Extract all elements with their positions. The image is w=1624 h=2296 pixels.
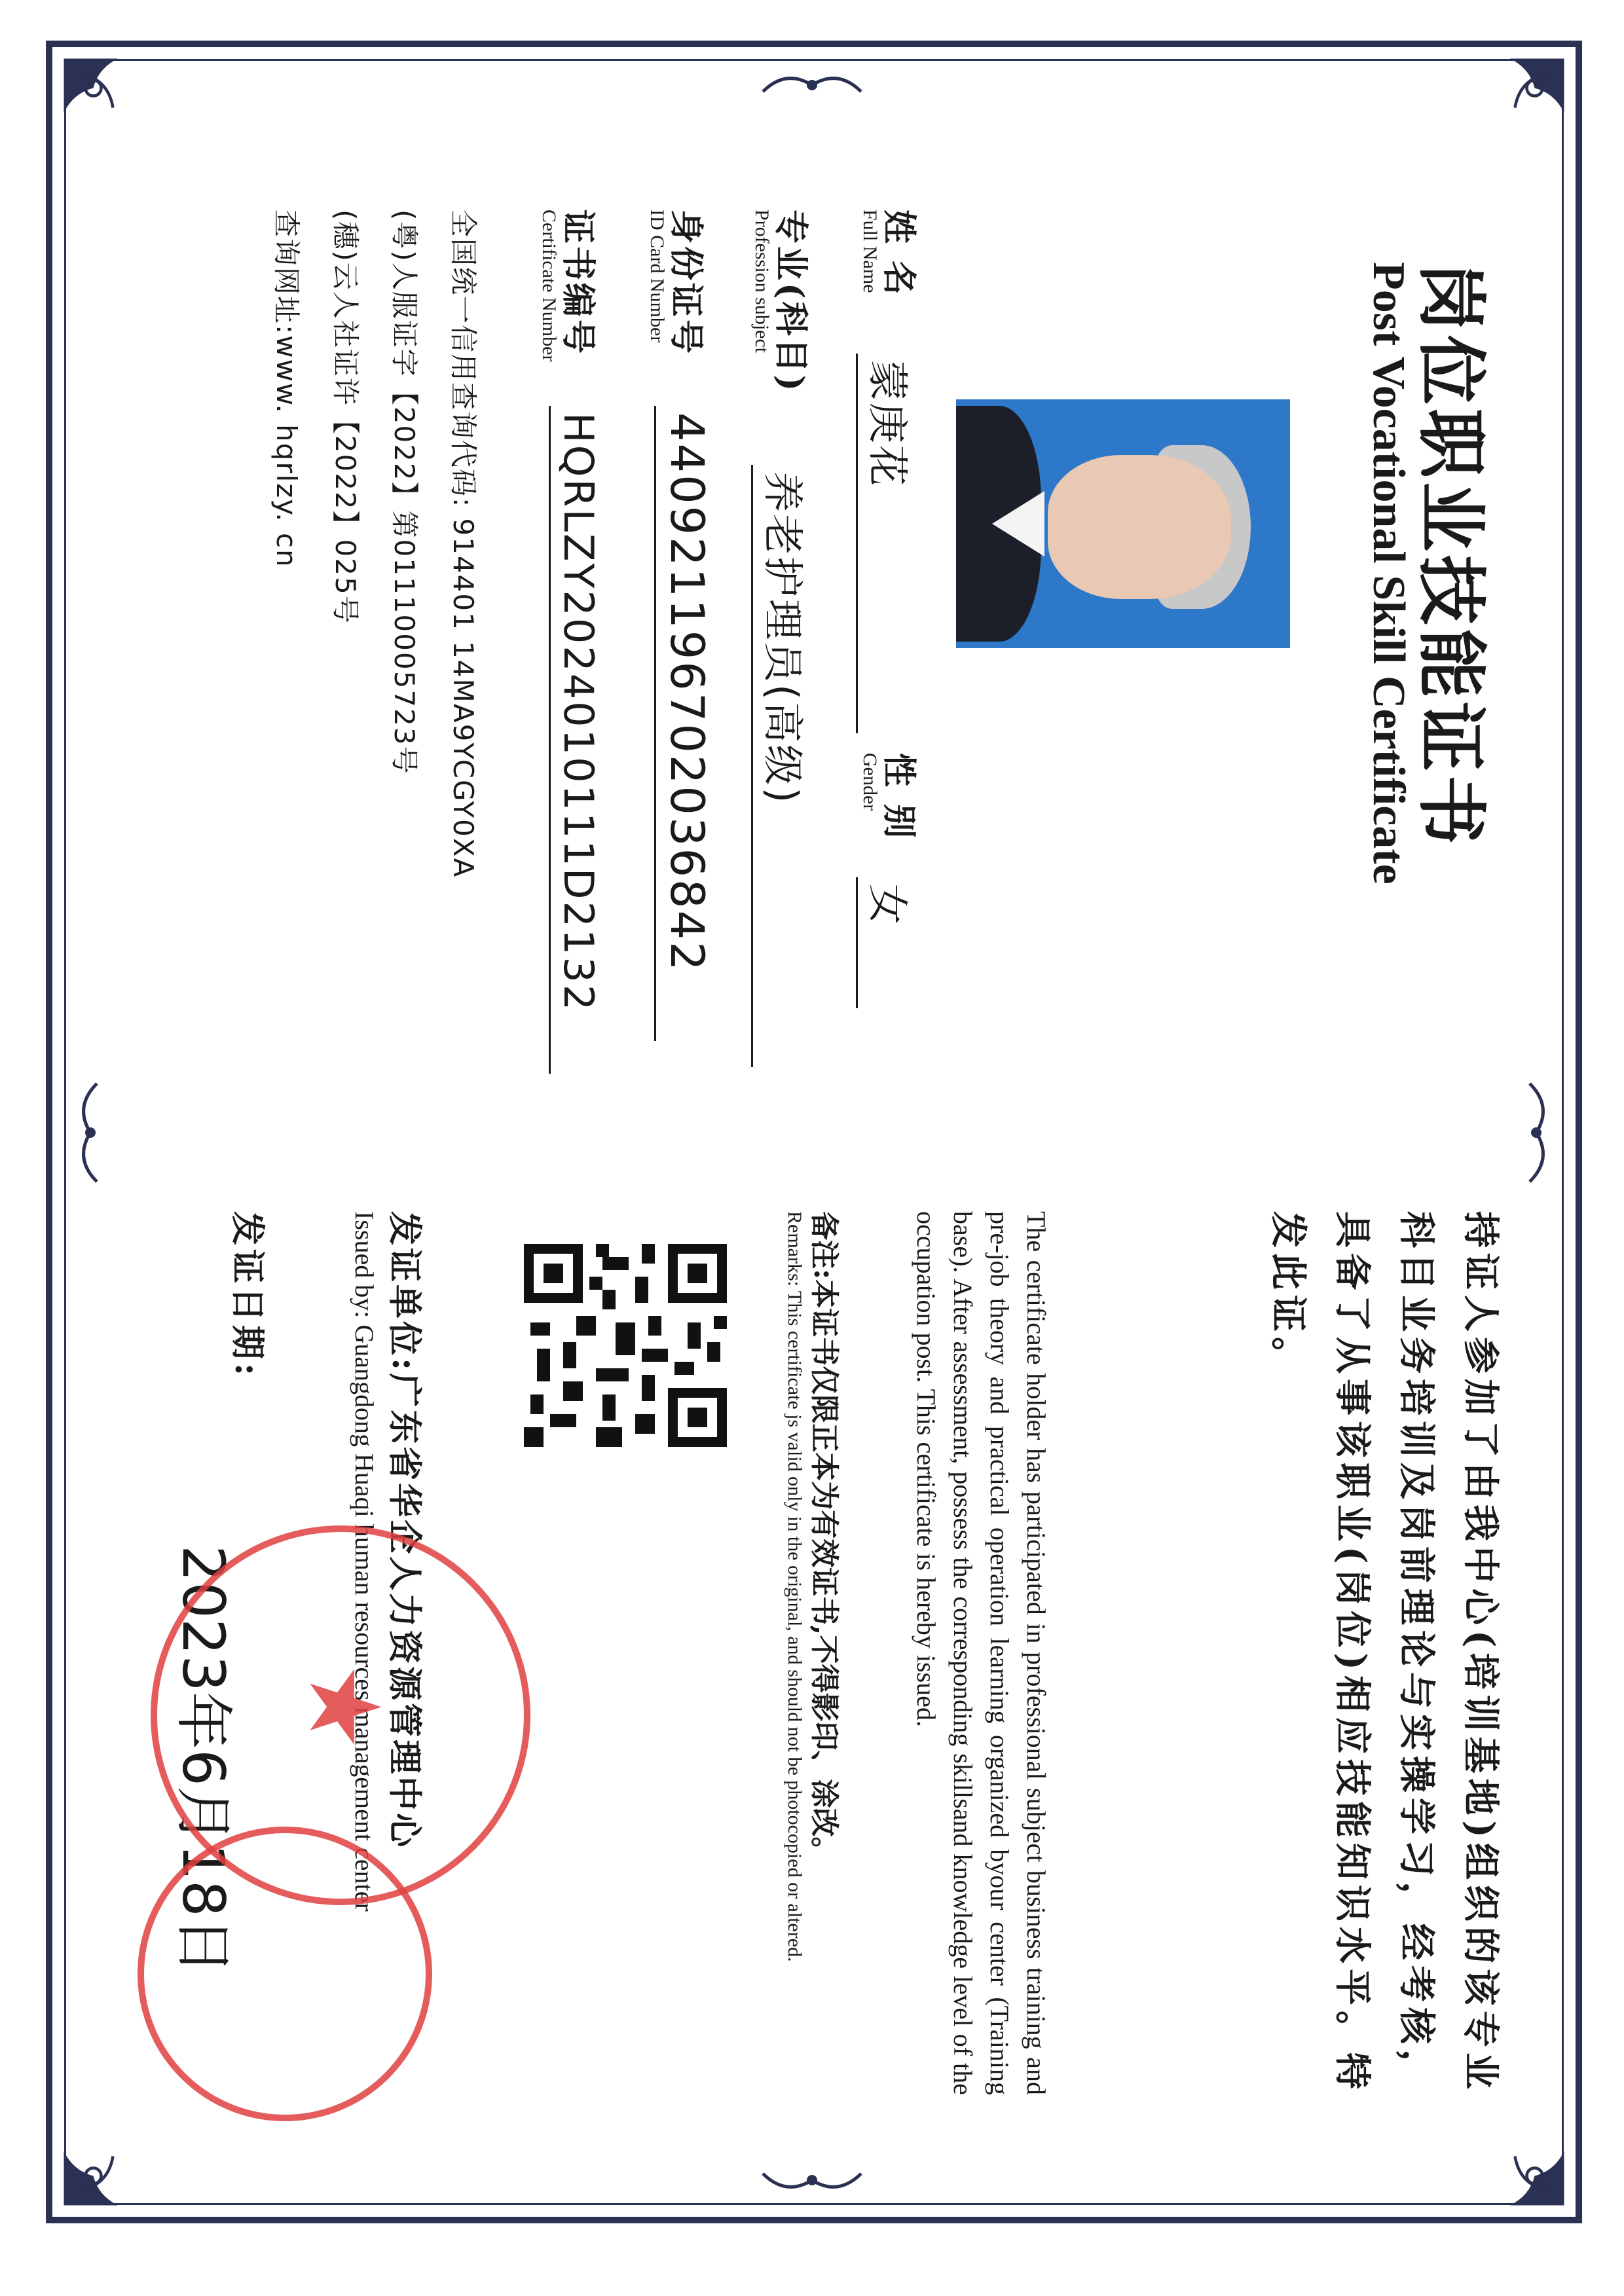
certificate-title: 岗位职业技能证书 bbox=[1411, 262, 1492, 848]
license-1: (粤)人服证字【2022】第01110005723号 bbox=[388, 210, 420, 775]
license-2: (穗)云人社证许【2022】025号 bbox=[329, 210, 361, 625]
certificate-statement-en: The certificate holder has participated in professional subject business training and pre-job theory and practical operation learning organized byour center (Training base). After assessment, possess the corresponding skillsand knowledge level of the occupation post. This certificate is hereby issued. bbox=[912, 1211, 1051, 2095]
issue-date-label: 发证日期: bbox=[227, 1211, 267, 1380]
name-value: 蒙庚花 bbox=[856, 354, 920, 733]
issuer-en: Issued by: Guangdong Huaqi human resources management center bbox=[350, 1211, 379, 1912]
profession-label-en: Profession subject bbox=[751, 210, 773, 354]
id-label: 身份证号 bbox=[666, 210, 706, 357]
remark: 备注:本证书仅限正本为有效证书,不得影印、涂改。 bbox=[807, 1211, 841, 1866]
portrait-photo bbox=[956, 399, 1290, 648]
gender-label-en: Gender bbox=[859, 753, 881, 811]
issue-date: 2023年6月18日 bbox=[170, 1545, 237, 1975]
certificate-content bbox=[79, 98, 1559, 2193]
issuer: 发证单位:广东省华企人力资源管理中心 bbox=[384, 1211, 424, 1850]
certificate-title-en: Post Vocational Skill Certificate bbox=[1363, 262, 1414, 884]
cert-number-label: 证书编号 bbox=[558, 210, 598, 357]
query-url[interactable]: 查询网址:www. hqrlzy. cn bbox=[270, 210, 303, 568]
gender-label: 性 别 bbox=[879, 753, 919, 841]
profession-label: 专业(科目) bbox=[771, 210, 811, 394]
id-label-en: ID Card Number bbox=[646, 210, 668, 343]
name-label: 姓 名 bbox=[879, 210, 919, 298]
remark-en: Remarks: This certificate js valid only in the original, and should not be photocopied or altered. bbox=[784, 1211, 805, 1962]
certificate-statement: 持证人参加了由我中心(培训基地)组织的该专业科目业务培训及岗前理论与实操学习，经考核，具备了从事该职业(岗位)相应技能知识水平。特发此证。 bbox=[1266, 1211, 1502, 2094]
official-seal: ★ bbox=[151, 1525, 530, 1905]
cert-number-label-en: Certificate Number bbox=[538, 210, 560, 362]
credit-code: 全国统一信用查询代码: 914401 14MA9YCGY0XA bbox=[447, 210, 479, 879]
name-label-en: Full Name bbox=[859, 210, 881, 293]
profession-value: 养老护理员(高级) bbox=[751, 465, 815, 1067]
id-value: 440921196702036842 bbox=[654, 406, 714, 1041]
gender-value: 女 bbox=[856, 877, 920, 1008]
qr-code[interactable] bbox=[517, 1237, 733, 1453]
certificate-seal bbox=[138, 1827, 432, 2121]
cert-number-value: HQRLZY2024010111D2132 bbox=[549, 406, 602, 1074]
